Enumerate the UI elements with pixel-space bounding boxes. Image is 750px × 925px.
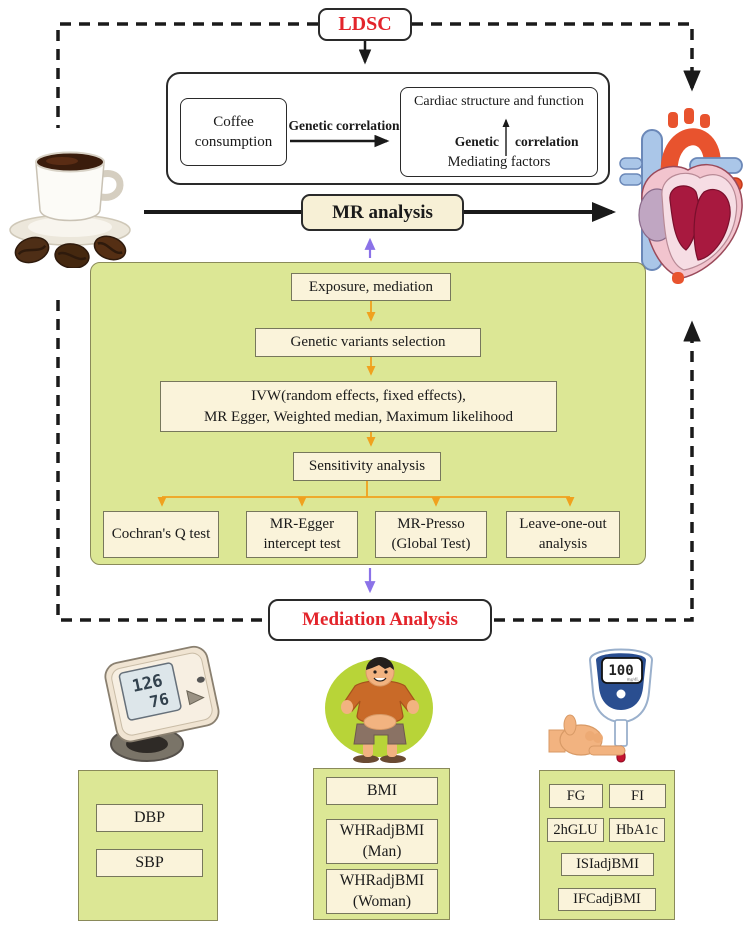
mediator-fi [609, 784, 666, 808]
step-sensitivity-label: Sensitivity analysis [308, 458, 426, 475]
blood-pressure-panel [78, 770, 218, 921]
sbp-label: SBP [135, 854, 164, 871]
inner-correlation-label: correlation [515, 134, 579, 149]
mr-analysis-box [301, 194, 464, 231]
cardiac-box [400, 87, 598, 177]
mediator-whradjbmi-woman [326, 869, 438, 914]
step-sensitivity-analysis [293, 452, 441, 481]
isiadjbmi-label: ISIadjBMI [576, 856, 639, 872]
hba1c-label: HbA1c [616, 821, 658, 838]
coffee-consumption-box [180, 98, 287, 166]
test-cochrans-q-label: Cochran's Q test [111, 525, 211, 542]
step-variants-label: Genetic variants selection [290, 334, 446, 351]
test-mr-presso [375, 511, 487, 558]
glycemic-panel [539, 770, 675, 920]
test-mr-presso-label: MR-Presso (Global Test) [391, 516, 471, 552]
whradjbmi-woman-label: WHRadjBMI (Woman) [339, 871, 425, 910]
ldsc-box [318, 8, 412, 41]
whradjbmi-man-label: WHRadjBMI (Man) [339, 821, 425, 860]
inner-genetic-label: Genetic [454, 134, 499, 149]
mediator-dbp [96, 804, 203, 832]
mr-analysis-label: MR analysis [332, 201, 433, 223]
glucose-meter-illustration [543, 644, 673, 768]
fi-label: FI [631, 787, 644, 804]
genetic-correlation-arrow-label: Genetic correlation [288, 118, 400, 133]
glucose-reading: 100 [608, 663, 634, 679]
adiposity-panel [313, 768, 450, 920]
coffee-consumption-label: Coffee consumption [194, 113, 273, 150]
step-mr-methods [160, 381, 557, 432]
heart-illustration [612, 100, 747, 285]
methods-line2: MR Egger, Weighted median, Maximum likelihood [203, 408, 514, 425]
mediation-analysis-label: Mediation Analysis [302, 609, 458, 630]
mediator-hba1c [609, 818, 665, 842]
overweight-man-illustration [303, 646, 453, 768]
step-genetic-variants [255, 328, 481, 357]
bmi-label: BMI [366, 782, 398, 799]
fg-label: FG [566, 787, 586, 804]
mediation-analysis-box [268, 599, 492, 641]
ifcadjbmi-label: IFCadjBMI [573, 891, 641, 907]
bp-systolic-reading: 126 [130, 670, 165, 697]
methods-line1: IVW(random effects, fixed effects), [251, 388, 466, 405]
mediator-whradjbmi-man [326, 819, 438, 864]
mediator-ifcadjbmi [558, 888, 656, 911]
test-mr-egger-intercept [246, 511, 358, 558]
test-cochrans-q [103, 511, 219, 558]
ldsc-label: LDSC [338, 13, 392, 35]
mediator-isiadjbmi [561, 853, 654, 876]
mediator-sbp [96, 849, 203, 877]
blood-pressure-monitor-illustration [85, 644, 240, 768]
2hglu-label: 2hGLU [553, 821, 598, 838]
test-leave-one-out [506, 511, 620, 558]
mediator-fg [549, 784, 603, 808]
mediator-bmi [326, 777, 438, 805]
cardiac-title: Cardiac structure and function [414, 94, 584, 109]
mediating-factors-label: Mediating factors [447, 154, 551, 170]
mediator-2hglu [547, 818, 604, 842]
dbp-label: DBP [133, 809, 166, 826]
glucose-unit: mg/dL [627, 676, 639, 682]
step-exposure-label: Exposure, mediation [308, 278, 434, 295]
bp-diastolic-reading: 76 [147, 689, 171, 712]
test-mr-egger-label: MR-Egger intercept test [263, 516, 341, 552]
step-exposure-mediation [291, 273, 451, 301]
coffee-cup-illustration [2, 130, 144, 268]
test-leave-one-out-label: Leave-one-out analysis [519, 516, 607, 552]
